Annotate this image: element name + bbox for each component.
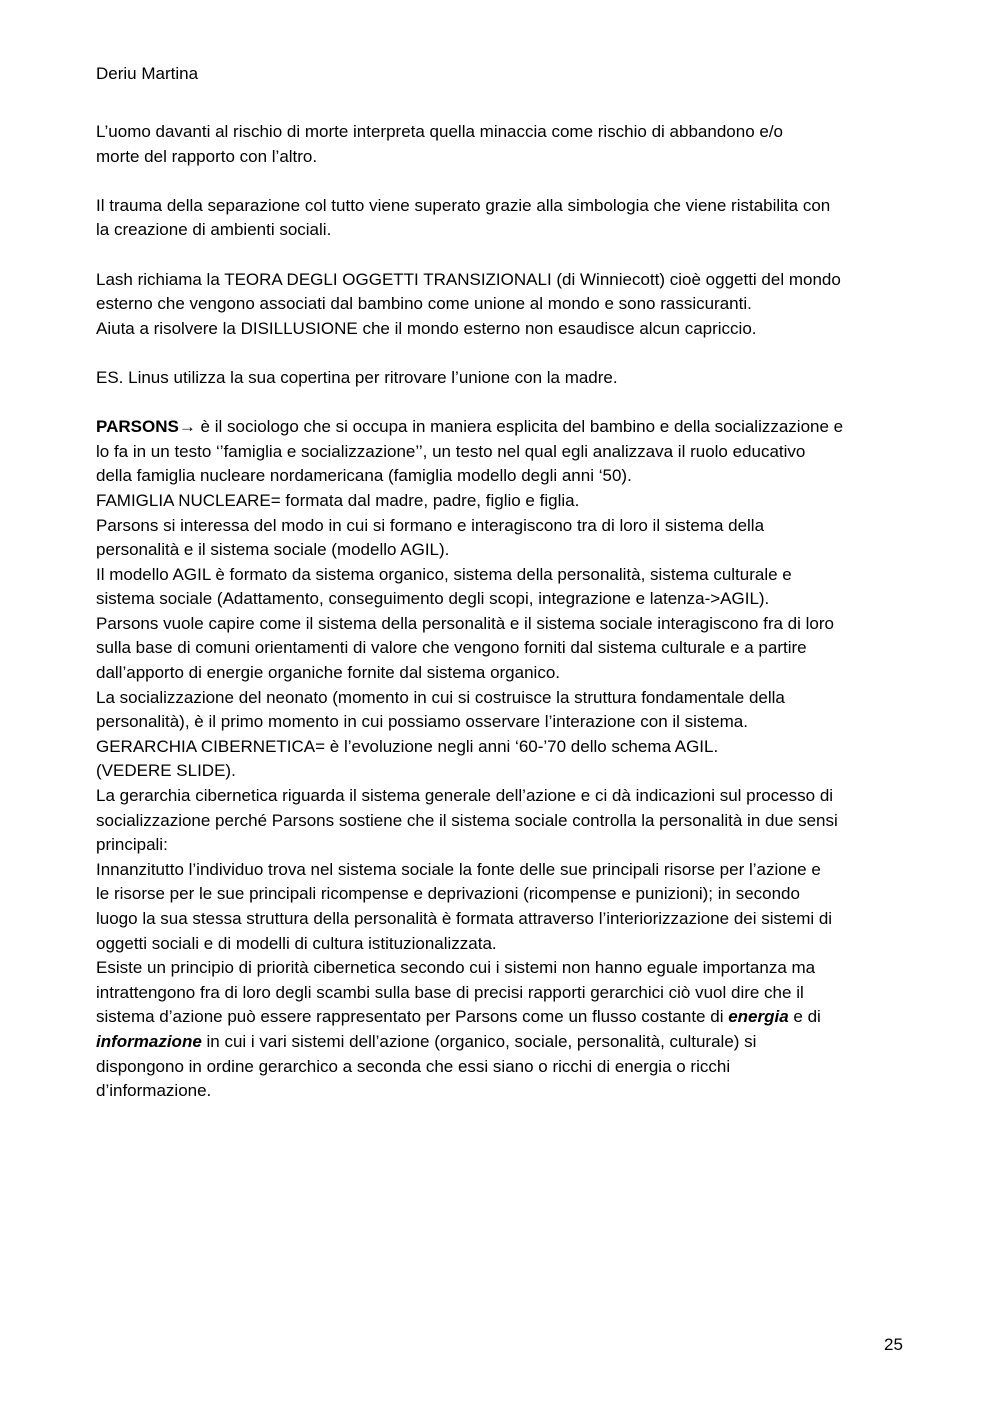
text-line: personalità e il sistema sociale (modello AGIL).	[96, 540, 450, 560]
text-line: FAMIGLIA NUCLEARE= formata dal madre, padre, figlio e figlia.	[96, 490, 580, 510]
text-line: d’informazione.	[96, 1081, 212, 1101]
text-line: Lash richiama la TEORA DEGLI OGGETTI TRANSIZIONALI (di Winniecott) cioè oggetti del mondo	[96, 269, 841, 289]
emphasis-informazione: informazione	[96, 1031, 202, 1051]
text-line: GERARCHIA CIBERNETICA= è l’evoluzione negli anni ‘60-’70 dello schema AGIL.	[96, 736, 719, 756]
text-line: sistema sociale (Adattamento, conseguimento degli scopi, integrazione e latenza->AGIL).	[96, 589, 770, 609]
text-line: Innanzitutto l’individuo trova nel sistema sociale la fonte delle sue principali risorse per l’azione e	[96, 859, 821, 879]
text-line: principali:	[96, 835, 168, 855]
text-line: lo fa in un testo ‘’famiglia e socializzazione’’, un testo nel qual egli analizzava il ruolo educativo	[96, 441, 806, 461]
document-body	[96, 120, 908, 1104]
text-line: esterno che vengono associati dal bambino come unione al mondo e sono rassicuranti.	[96, 294, 752, 314]
text-line	[96, 1005, 908, 1030]
parsons-heading: PARSONS	[96, 417, 179, 437]
text-line: luogo la sua stessa struttura della personalità è formata attraverso l’interiorizzazione dei sistemi di	[96, 909, 833, 928]
text-line: morte del rapporto con l’altro.	[96, 146, 318, 166]
text-line: Aiuta a risolvere la DISILLUSIONE che il mondo esterno non esaudisce alcun capriccio.	[96, 318, 757, 338]
text-line: L’uomo davanti al rischio di morte interpreta quella minaccia come rischio di abbandono e/o	[96, 122, 783, 141]
text-line: intrattengono fra di loro degli scambi sulla base di precisi rapporti gerarchici ciò vuol dire che il	[96, 982, 804, 1002]
text-line: dall’apporto di energie organiche fornite dal sistema organico.	[96, 663, 561, 683]
text-span: e di	[788, 1007, 821, 1027]
paragraph-trauma-separazione	[96, 194, 908, 243]
text-span: in cui i vari sistemi dell’azione (organico, sociale, personalità, culturale) si	[201, 1031, 757, 1051]
emphasis-energia: energia	[728, 1007, 789, 1027]
text-line: Parsons si interessa del modo in cui si formano e interagiscono tra di loro il sistema della	[96, 515, 765, 535]
text-line: Il modello AGIL è formato da sistema organico, sistema della personalità, sistema culturale e	[96, 564, 792, 584]
text-line	[96, 415, 908, 440]
text-line: personalità), è il primo momento in cui possiamo osservare l’interazione con il sistema.	[96, 712, 748, 732]
text-line	[96, 1030, 908, 1055]
paragraph-oggetti-transizionali	[96, 268, 908, 342]
page-header-author: Deriu Martina	[96, 64, 199, 83]
text-line: oggetti sociali e di modelli di cultura istituzionalizzata.	[96, 933, 497, 953]
text-line: ES. Linus utilizza la sua copertina per ritrovare l’unione con la madre.	[96, 367, 618, 387]
page-number: 25	[884, 1335, 903, 1354]
text-span: è il sociologo che si occupa in maniera esplicita del bambino e della socializzazione e	[195, 417, 844, 437]
text-line: (VEDERE SLIDE).	[96, 761, 236, 781]
text-line: La gerarchia cibernetica riguarda il sistema generale dell’azione e ci dà indicazioni sul processo di	[96, 786, 834, 806]
text-line: Esiste un principio di priorità cibernetica secondo cui i sistemi non hanno eguale importanza ma	[96, 958, 816, 978]
text-line: dispongono in ordine gerarchico a seconda che essi siano o ricchi di energia o ricchi	[96, 1056, 731, 1076]
text-line: sulla base di comuni orientamenti di valore che vengono forniti dal sistema culturale e a partire	[96, 638, 807, 658]
text-line: della famiglia nucleare nordamericana (famiglia modello degli anni ‘50).	[96, 466, 632, 486]
arrow-right-icon: →	[178, 417, 196, 437]
paragraph-rischio-morte	[96, 120, 908, 169]
paragraph-parsons	[96, 415, 908, 1104]
paragraph-esempio-linus	[96, 366, 908, 391]
text-line: Il trauma della separazione col tutto viene superato grazie alla simbologia che viene ristabilita con	[96, 195, 831, 215]
text-line: Parsons vuole capire come il sistema della personalità e il sistema sociale interagiscono fra di loro	[96, 613, 834, 633]
text-line: La socializzazione del neonato (momento in cui si costruisce la struttura fondamentale della	[96, 687, 785, 707]
text-line: socializzazione perché Parsons sostiene che il sistema sociale controlla la personalità in due sensi	[96, 810, 838, 830]
text-span: sistema d’azione può essere rappresentato per Parsons come un flusso costante di	[96, 1007, 729, 1027]
text-line: la creazione di ambienti sociali.	[96, 220, 332, 240]
text-line: le risorse per le sue principali ricompense e deprivazioni (ricompense e punizioni); in secondo	[96, 884, 800, 904]
